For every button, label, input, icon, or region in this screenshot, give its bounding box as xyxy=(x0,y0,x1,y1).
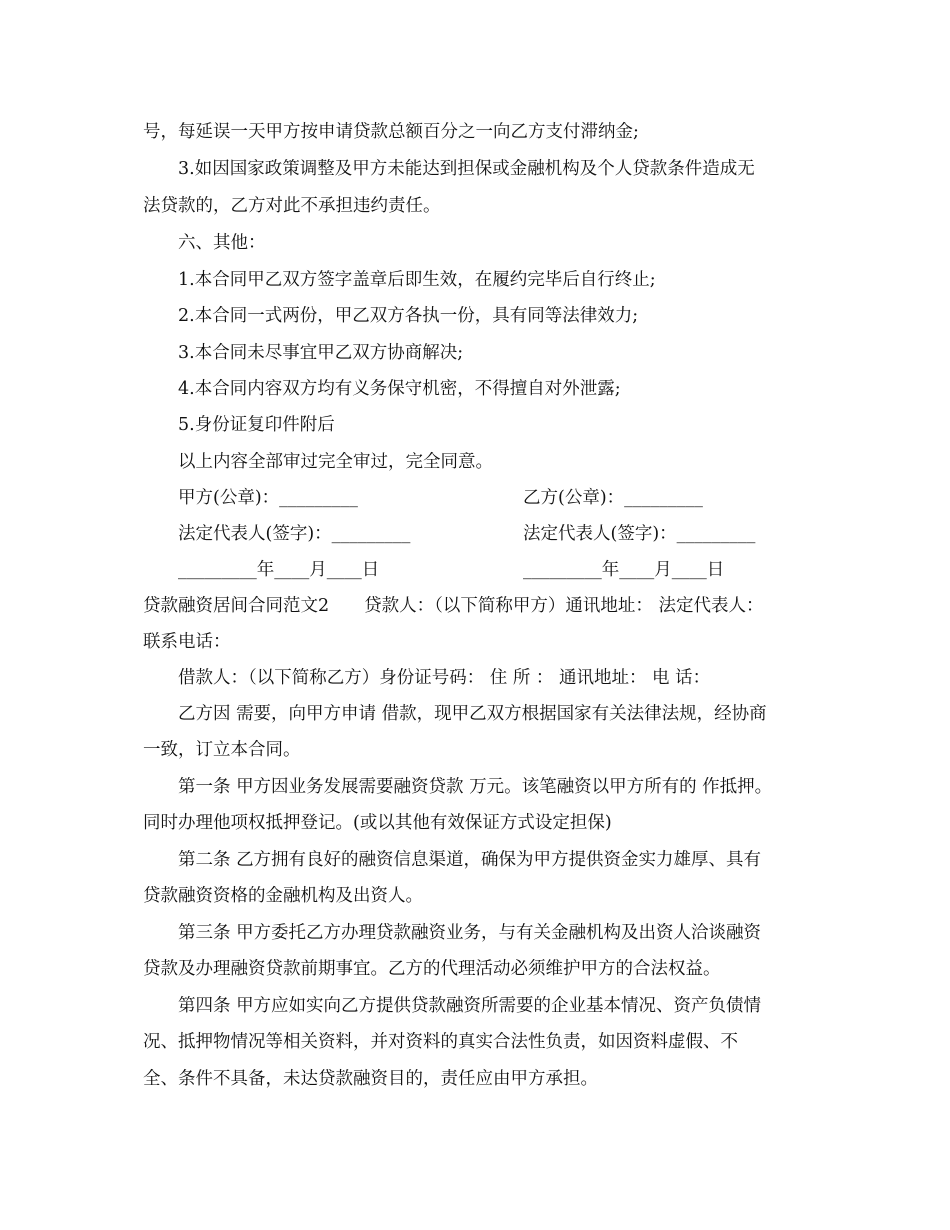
text-line: 乙方因 需要，向甲方申请 借款，现甲乙双方根据国家有关法律法规，经协商 xyxy=(178,704,767,724)
text-line: 第四条 甲方应如实向乙方提供贷款融资所需要的企业基本情况、资产负债情 xyxy=(178,996,762,1016)
text-line: 4.本合同内容双方均有义务保守机密，不得擅自对外泄露; xyxy=(178,379,621,399)
text-line: 同时办理他项权抵押登记。(或以其他有效保证方式设定担保) xyxy=(143,813,612,833)
text-line: 3.本合同未尽事宜甲乙双方协商解决; xyxy=(178,343,464,363)
text-line: 以上内容全部审过完全审过，完全同意。 xyxy=(178,452,493,472)
party-b-representative: 法定代表人(签字)：_________ xyxy=(523,524,756,544)
text-line: 2.本合同一式两份，甲乙双方各执一份，具有同等法律效力; xyxy=(178,306,639,326)
text-line: 贷款及办理融资贷款前期事宜。乙方的代理活动必须维护甲方的合法权益。 xyxy=(143,959,721,979)
text-line: 第三条 甲方委托乙方办理贷款融资业务，与有关金融机构及出资人洽谈融资 xyxy=(178,923,762,943)
party-a-seal: 甲方(公章)：_________ xyxy=(178,488,358,508)
text-line: 贷款融资资格的金融机构及出资人。 xyxy=(143,886,423,906)
text-line: 贷款融资居间合同范文2 贷款人：（以下简称甲方）通讯地址： 法定代表人： xyxy=(143,596,764,616)
section-heading: 六、其他： xyxy=(178,233,266,253)
party-b-seal: 乙方(公章)：_________ xyxy=(523,488,703,508)
text-line: 全、条件不具备，未达贷款融资目的，责任应由甲方承担。 xyxy=(143,1069,598,1089)
text-line: 1.本合同甲乙双方签字盖章后即生效，在履约完毕后自行终止; xyxy=(178,270,656,290)
text-line: 3.如因国家政策调整及甲方未能达到担保或金融机构及个人贷款条件造成无 xyxy=(178,159,755,179)
text-line: 第一条 甲方因业务发展需要融资贷款 万元。该笔融资以甲方所有的 作抵押。 xyxy=(178,777,773,797)
party-a-date: _________年____月____日 xyxy=(178,560,380,580)
text-line: 借款人：（以下简称乙方）身份证号码： 住 所 ： 通讯地址： 电 话： xyxy=(178,668,711,688)
text-line: 5.身份证复印件附后 xyxy=(178,415,335,435)
text-line: 第二条 乙方拥有良好的融资信息渠道，确保为甲方提供资金实力雄厚、具有 xyxy=(178,850,762,870)
text-line: 号，每延误一天甲方按申请贷款总额百分之一向乙方支付滞纳金; xyxy=(143,122,639,142)
text-line: 联系电话： xyxy=(143,632,231,652)
party-b-date: _________年____月____日 xyxy=(523,560,725,580)
text-line: 法贷款的，乙方对此不承担违约责任。 xyxy=(143,196,441,216)
text-line: 一致，订立本合同。 xyxy=(143,740,301,760)
party-a-representative: 法定代表人(签字)：_________ xyxy=(178,524,411,544)
text-line: 况、抵押物情况等相关资料，并对资料的真实合法性负责，如因资料虚假、不 xyxy=(143,1032,738,1052)
